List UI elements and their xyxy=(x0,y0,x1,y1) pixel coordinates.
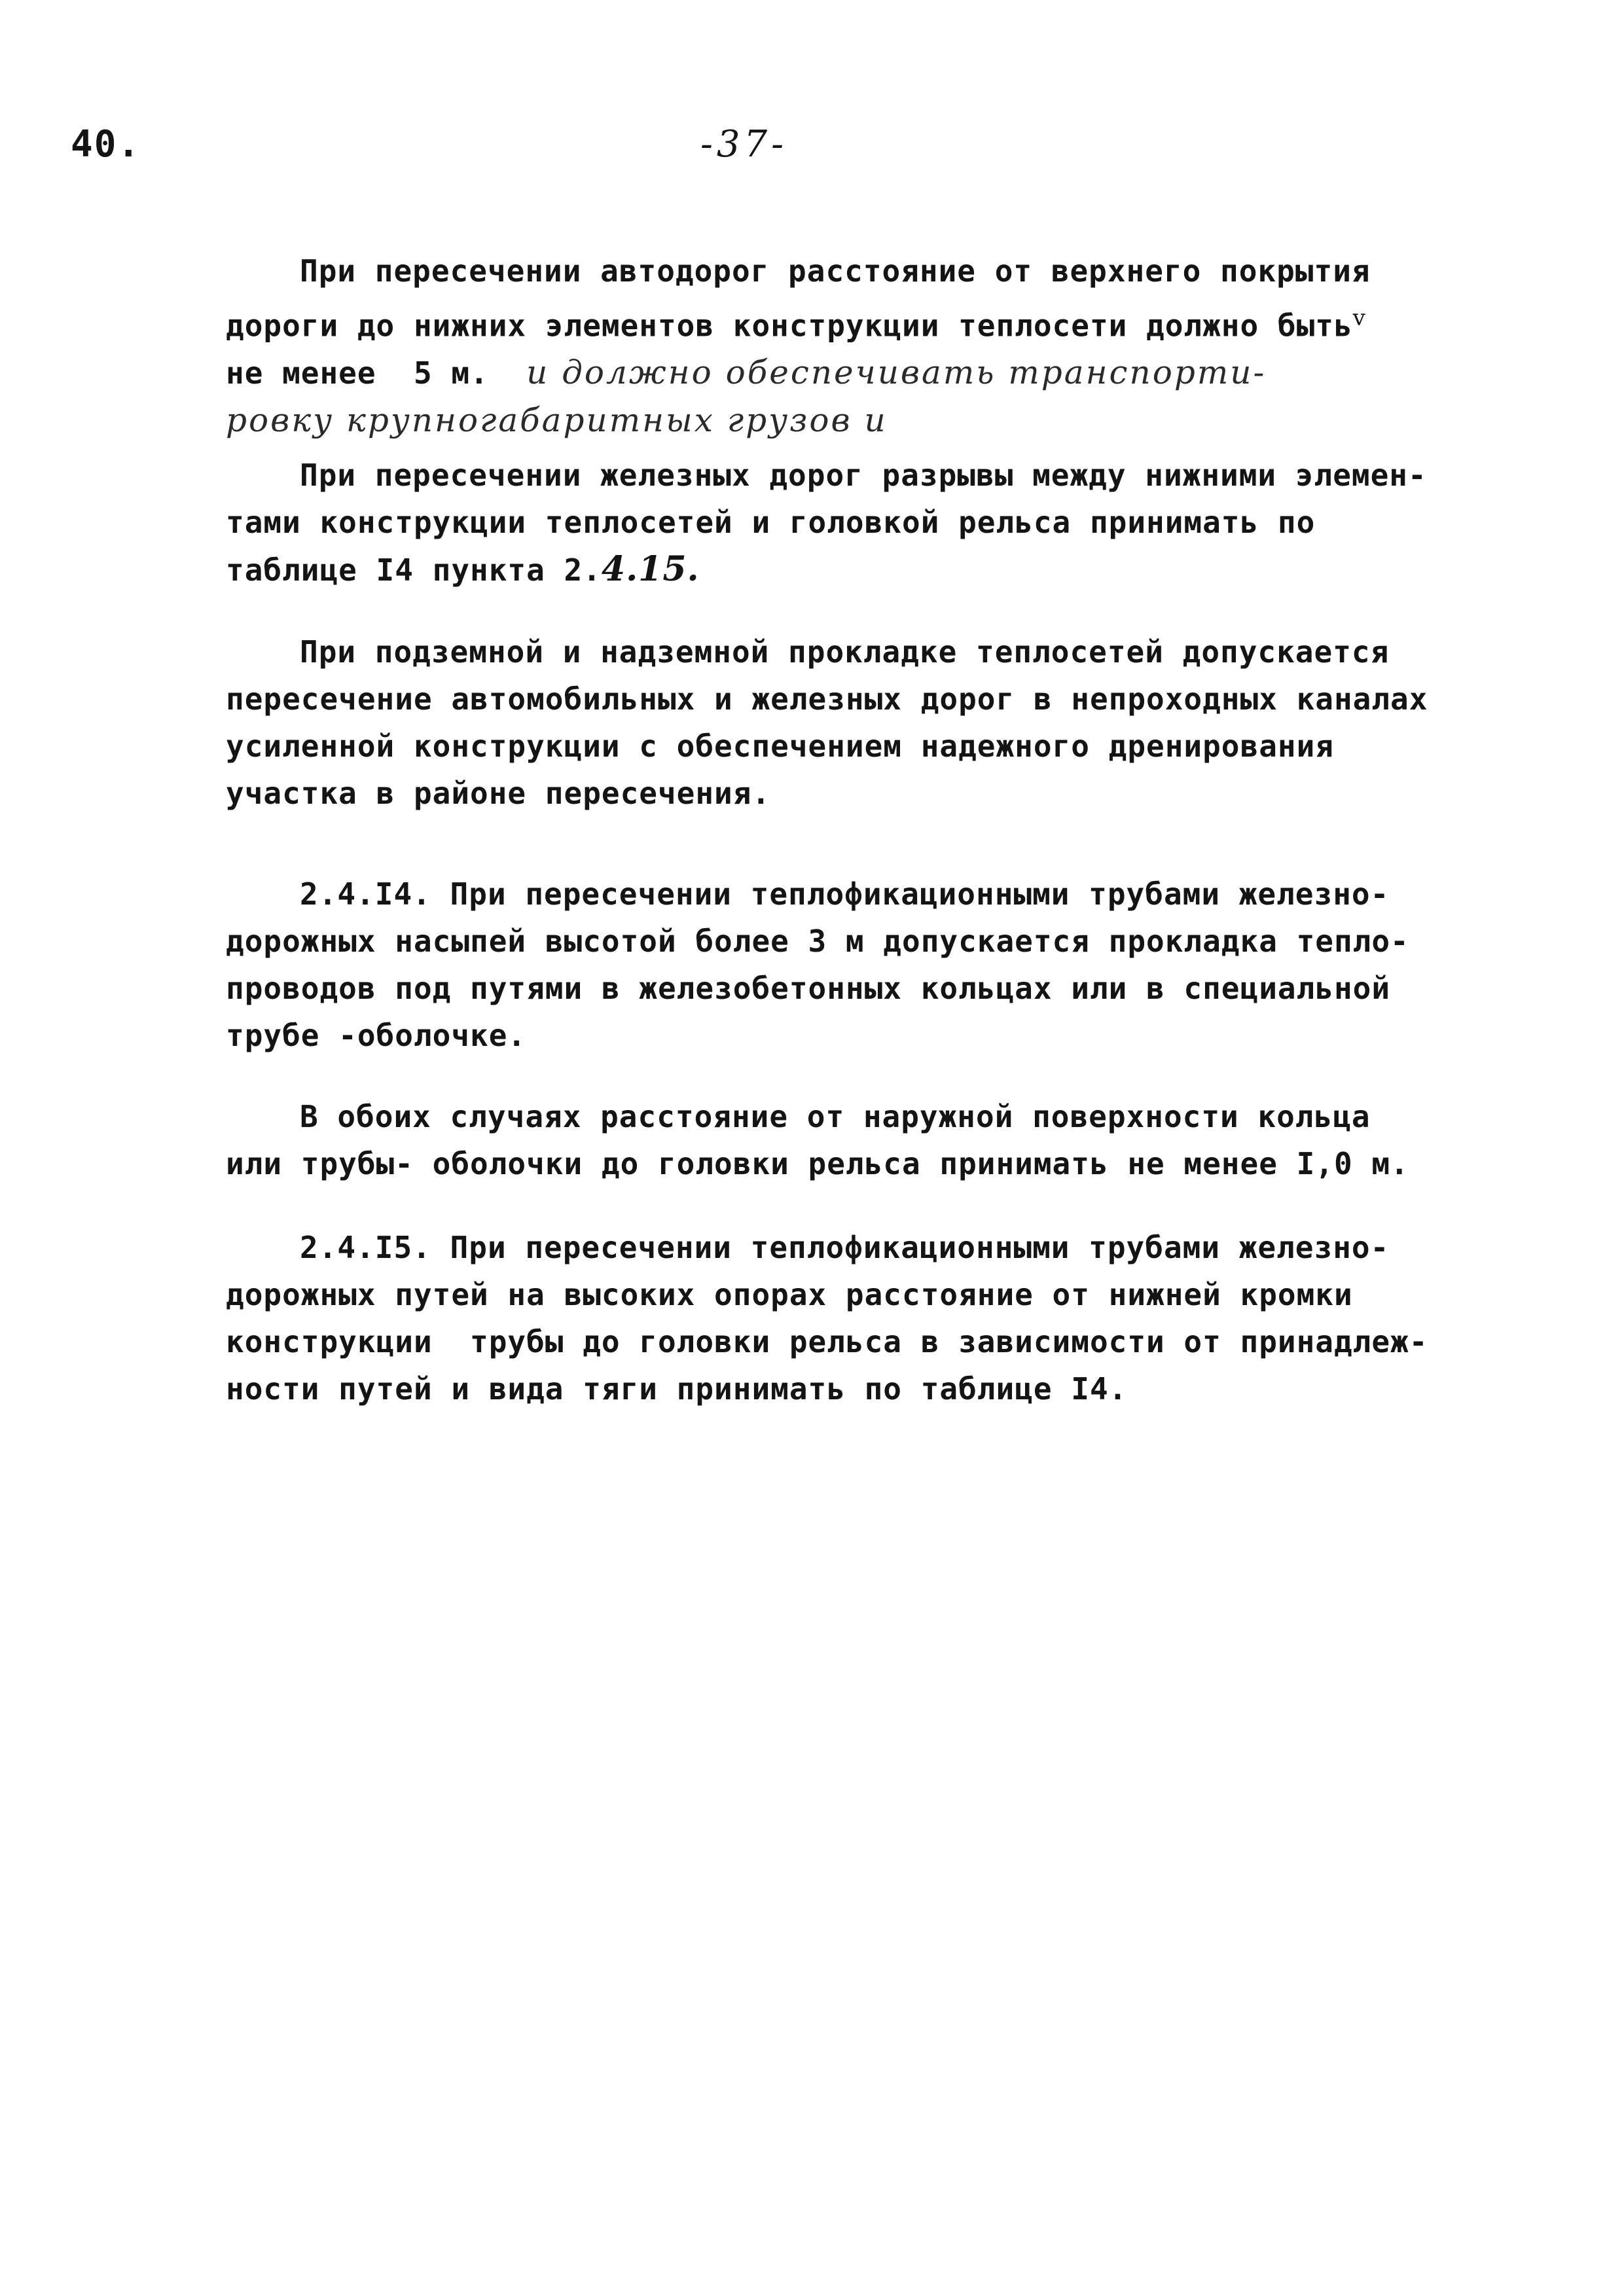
text-line: 2.4.I4. При пересечении теплофикационными трубами железно- xyxy=(300,876,1390,912)
text-line: пересечение автомобильных и железных дорог в непроходных каналах xyxy=(226,681,1428,717)
text-line: таблице I4 пункта 2.4.15. xyxy=(226,549,700,589)
text-line: ности путей и вида тяги принимать по таблице I4. xyxy=(226,1371,1128,1407)
page-number: -37- xyxy=(700,123,788,166)
text-line: конструкции трубы до головки рельса в зависимости от принадлеж- xyxy=(226,1324,1428,1359)
text-line: 2.4.I5. При пересечении теплофикационными трубами железно- xyxy=(300,1230,1390,1265)
insertion-caret: v xyxy=(1352,305,1366,331)
text-line: проводов под путями в железобетонных кольцах или в специальной xyxy=(226,971,1391,1006)
text-line: При пересечении железных дорог разрывы между нижними элемен- xyxy=(300,457,1427,493)
text-line: При пересечении автодорог расстояние от верхнего покрытия xyxy=(300,253,1371,289)
text-line: участка в районе пересечения. xyxy=(226,776,771,811)
handwritten-annotation: ровку крупногабаритных грузов и xyxy=(226,401,888,440)
text-line: дороги до нижних элементов конструкции теплосети должно быть$^v$ xyxy=(226,305,1366,344)
text-line: дорожных путей на высоких опорах расстояние от нижней кромки xyxy=(226,1277,1353,1312)
paragraph-railway-crossing xyxy=(226,452,1522,594)
text-line: дорожных насыпей высотой более 3 м допускается прокладка тепло- xyxy=(226,924,1409,959)
handwritten-correction: 4.15. xyxy=(601,549,700,589)
sheet-number: 40. xyxy=(71,123,141,166)
text-line xyxy=(226,349,1522,397)
paragraph-road-crossing xyxy=(226,247,1522,444)
paragraph-distance xyxy=(226,1093,1522,1187)
paragraph-channels xyxy=(226,628,1522,817)
handwritten-annotation: и должно обеспечивать транспорти- xyxy=(526,353,1267,392)
clause-2-4-15 xyxy=(226,1224,1522,1412)
text-line: В обоих случаях расстояние от наружной поверхности кольца xyxy=(300,1099,1371,1134)
text-line: или трубы- оболочки до головки рельса принимать не менее I,0 м. xyxy=(226,1146,1409,1181)
text-line: При подземной и надземной прокладке теплосетей допускается xyxy=(300,634,1390,670)
text-line: трубе -оболочке. xyxy=(226,1018,527,1053)
clause-2-4-14 xyxy=(226,870,1522,1059)
text-line: усиленной конструкции с обеспечением надежного дренирования xyxy=(226,728,1334,764)
typed-text: не менее 5 м. xyxy=(226,355,489,391)
text-line: тами конструкции теплосетей и головкой рельса принимать по xyxy=(226,505,1316,540)
